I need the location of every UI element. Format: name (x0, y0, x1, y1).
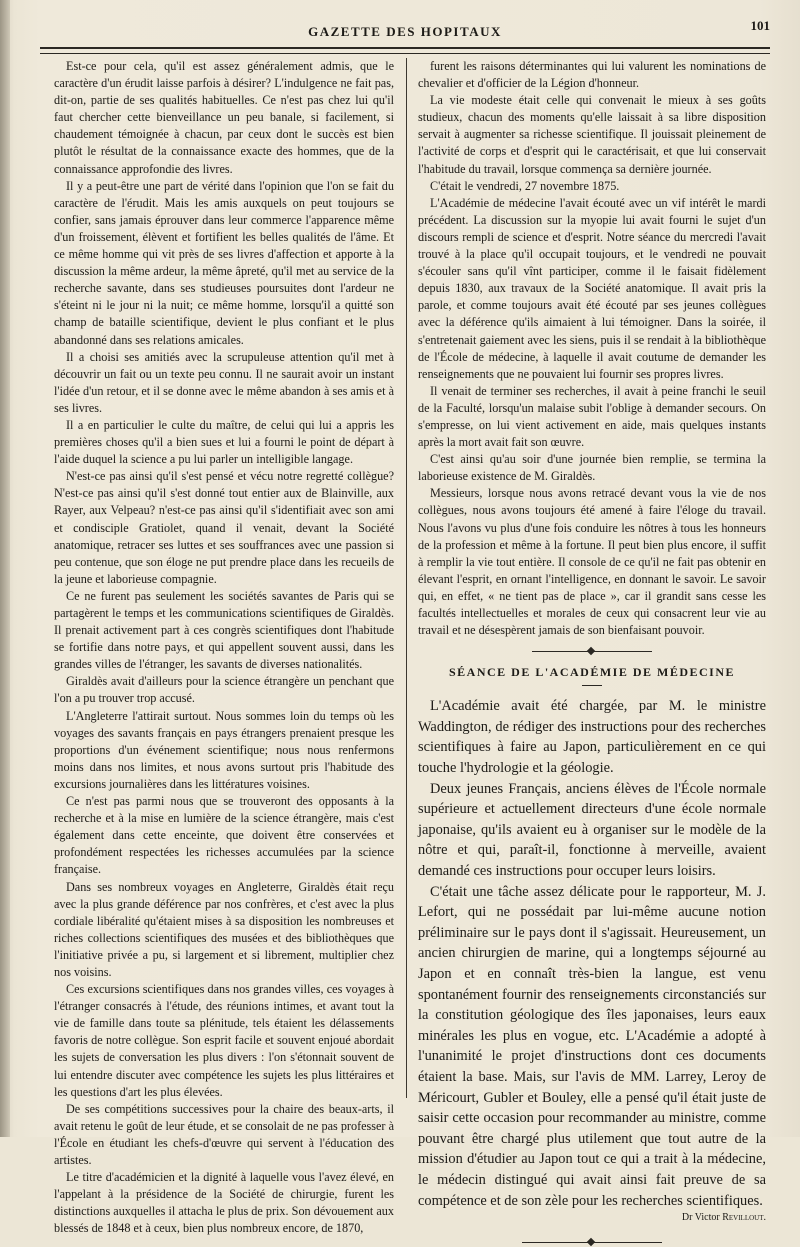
paragraph: L'Académie de médecine l'avait écouté avec un vif intérêt le mardi précédent. La discussion sur la myopie lui avait fourni le sujet d'un discours rempli de science et d'esprit. Notre séance du mercredi l'avait trouvé à la place qu'il occupait toujours, et le vendredi ne pouvait s'écouler sans qu'il vînt participer, comme il le faisait fidèlement depuis 1830, aux travaux de la Société anatomique. Il avait pris la parole, et comme toujours avait été écouté par ses jeunes collègues avec la déférence qu'ils aimaient à lui témoigner. Dans la soirée, il s'entretenait gaiement avec les siens, puis il se rendait à la bibliothèque de l'École de médecine, à laquelle il avait coutume de demander les renseignements que ne pouvaient lui fournir ses propres livres. (418, 195, 766, 381)
paragraph: La vie modeste était celle qui convenait le mieux à ses goûts studieux, chacun des moments qu'elle laissait à sa libre disposition servait à augmenter sa richesse scientifique. Il jouissait pleinement de l'activité de corps et d'esprit qui le caractérisait, et que lui conservait l'habitude du travail, lorsque commença sa dernière journée. (418, 93, 766, 176)
right-column (418, 58, 766, 1247)
page-header (40, 18, 770, 46)
section-paragraph: C'était une tâche assez délicate pour le rapporteur, M. J. Lefort, qui ne possédait par lui-même aucune notion préliminaire sur le pays dont il s'agissait. Heureusement, un ancien chirurgien de marine, qui a longtemps séjourné au Japon et en connaît très-bien la langue, est venu spontanément fournir des renseignements circonstanciés sur la constitution géologique des îles japonaises, leurs eaux minérales les plus en vogue, etc. L'Académie a adopté à l'unanimité le projet d'instructions dont ces documents étaient la base. Mais, sur l'avis de MM. Larrey, Leroy de Méricourt, Gubler et Bouley, elle a pensé qu'il était juste de saisir cette occasion pour recommander au ministre, comme pouvant être chargé plus utilement que tout autre de la mission d'étudier au Japon tout ce qui a trait à la médecine, le médecin distingué qui avait ainsi fait preuve de sa compétence et de son zèle pour les recherches scientifiques. (418, 883, 766, 1209)
paragraph: De ses compétitions successives pour la chaire des beaux-arts, il avait retenu le goût de leur étude, et se consolait de ne pas professer à l'École en étudiant les chefs-d'œuvre qui servent à l'éducation des artistes. (54, 1101, 394, 1167)
signature-prefix: Dr Victor (681, 1212, 720, 1224)
paragraph: N'est-ce pas ainsi qu'il s'est pensé et vécu notre regretté collègue? N'est-ce pas ainsi qu'il s'est donné tout entier aux de Blainville, aux Rayer, aux Velpeau? n'est-ce pas ainsi qu'il s'identifiait avec son ami et condisciple Gratiolet, quand il venait, devant la Société anatomique, retracer ses luttes et ses souffrances avec une passion si peu contenue, que son éloge ne put prendre place dans les recueils de la jeune et laborieuse compagnie. (54, 469, 394, 586)
header-double-rule (40, 47, 770, 54)
end-separator (522, 1238, 662, 1247)
paragraph: C'était le vendredi, 27 novembre 1875. (430, 178, 620, 193)
paragraph: Il y a peut-être une part de vérité dans l'opinion que l'on se fait du caractère de l'érudit. Mais les amis auxquels on peut toujours se confier, sans jamais éprouver dans leur commerce l'apparence même d'un froissement, élèvent et fortifient les belles qualités de l'âme. Et ce même homme qui vit près de ses livres d'affection et apporte à la discussion la même ardeur, la même âpreté, qu'il met au service de la recherche savante, dans ses studieuses poursuites dont l'ardeur ne s'éteint ni le jour ni la nuit; ce même homme, lorsqu'il a quitté son champ de bataille scientifique, devient le plus confiant et le plus abandonné dans ses relations amicales. (54, 178, 394, 347)
section-heading: SÉANCE DE L'ACADÉMIE DE MÉDECINE (448, 665, 736, 680)
signature-name: Revillout. (722, 1212, 766, 1224)
paragraph: Dans ses nombreux voyages en Angleterre, Giraldès était reçu avec la plus grande déférence par nos confrères, et c'est avec la plus cordiale libéralité qu'étaient mises à sa disposition les nombreuses et riches collections scientifiques des musées et des bibliothèques que l'initiative privée a pu, si largement et si librement, multiplier chez nos voisins. (54, 879, 394, 979)
paragraph: Le titre d'académicien et la dignité à laquelle vous l'avez élevé, en l'appelant à la présidence de la Société de chirurgie, furent les distinctions auxquelles il attacha le plus de prix. Son dévouement aux blessés de 1848 et à ceux, bien plus nombreux encore, de 1870, (54, 1170, 394, 1236)
paragraph: Messieurs, lorsque nous avons retracé devant vous la vie de nos collègues, nous avons toujours été amené à faire l'éloge du travail. Nous l'avons vu plus d'une fois conduire les nôtres à tous les honneurs de la profession et même à la fortune. Il peut bien plus encore, il suffit à remplir la vie tout entière. Il console de ce qu'il ne fait pas obtenir en élevant l'esprit, en ornant l'intelligence, en donnant le savoir. Le savoir qui, en effet, « ne tient pas de place », car il grandit sans cesse les facultés intellectuelles et morales de ceux qui consacrent leur vie au travail et ne désespèrent jamais de son bienfaisant pouvoir. (418, 486, 766, 638)
paragraph: furent les raisons déterminantes qui lui valurent les nominations de chevalier et d'officier de la Légion d'honneur. (418, 59, 766, 91)
column-divider (406, 58, 407, 1098)
paragraph: C'est ainsi qu'au soir d'une journée bien remplie, se termina la laborieuse existence de M. Giraldès. (418, 452, 766, 484)
section-paragraph: Deux jeunes Français, anciens élèves de l'École normale supérieure et actuellement directeurs d'une école normale japonaise, qu'ils avaient eu à organiser sur le modèle de la nôtre et qui, paraît-il, fonctionne à merveille, avaient demandé ces instructions pour occuper leurs loisirs. (418, 780, 766, 880)
heading-rule (582, 685, 602, 686)
paragraph: Il a en particulier le culte du maître, de celui qui lui a appris les premières choses qu'il a bien sues et lui a fourni le point de départ à l'aide duquel la science a pu lui parler un intelligible langage. (54, 417, 394, 467)
page-spine-shadow (0, 0, 10, 1137)
paragraph: Il venait de terminer ses recherches, il avait à peine franchi le seuil de la Faculté, lorsqu'un malaise subit l'oblige à demander secours. On s'empresse, on lui vient activement en aide, mais quelques instants après la mort avait fait son œuvre. (418, 383, 766, 450)
page-number: 101 (750, 18, 770, 33)
paragraph: Ces excursions scientifiques dans nos grandes villes, ces voyages à l'étranger consacrés à l'étude, des réunions intimes, et avant tout la vie de famille dans toute sa plénitude, tels étaient les délassements favoris de notre collègue. Son esprit facile et souvent enjoué abordait les sujets de conversation les plus divers : l'on s'étonnait souvent de lui entendre discuter avec compétence les sujets les plus littéraires et les questions d'art les plus élevées. (54, 982, 394, 1099)
publication-title: GAZETTE DES HOPITAUX (308, 24, 502, 39)
section-paragraph: L'Académie avait été chargée, par M. le ministre Waddington, de rédiger des instructions pour des recherches scientifiques à faire au Japon, particulièrement en ce qui touche l'hydrologie et la géologie. (418, 698, 766, 777)
paragraph: Ce n'est pas parmi nous que se trouveront des opposants à la recherche et à la mise en lumière de la science étrangère, mais c'est également dans cette enceinte, que doivent être conservées et profondément respectées les richesses accumulées par la science française. (54, 794, 394, 877)
paragraph: L'Angleterre l'attirait surtout. Nous sommes loin du temps où les voyages des savants français en pays étrangers prenaient presque les proportions d'un événement scientifique; nous nous renfermons moins dans nos limites, et nous avons surtout pris l'habitude des excursions journalières dans les littératures voisines. (54, 708, 394, 791)
paragraph: Il a choisi ses amitiés avec la scrupuleuse attention qu'il met à découvrir un fait ou un texte peu connu. Il ne saurait avoir un instant l'idée d'un retour, et il se donne avec le même abandon à ses amis et à ses livres. (54, 349, 394, 415)
left-column (54, 58, 394, 1237)
paragraph: Est-ce pour cela, qu'il est assez généralement admis, que le caractère d'un érudit laisse parfois à désirer? L'indulgence ne fait pas, dit-on, partie de ses qualités habituelles. Ce n'est pas chez lui qu'il faut chercher cette bienveillance un peu banale, si facilement, si chaudement témoignée à chacun, par ceux dont le succès est bien plutôt le résultat de la connaissance exacte des hommes, que de la connaissance approfondie des livres. (54, 59, 394, 176)
paragraph: Ce ne furent pas seulement les sociétés savantes de Paris qui se partagèrent le temps et les communications scientifiques de Giraldès. Il prenait activement part à ces congrès scientifiques dont l'habitude se fortifie dans notre pays, et qui appellent souvent aussi, dans les grandes villes de l'étranger, les savants de diverses nationalités. (54, 588, 394, 672)
author-signature (418, 1209, 766, 1226)
section-separator (532, 647, 652, 656)
paragraph: Giraldès avait d'ailleurs pour la science étrangère un penchant que l'on a pu trouver trop accusé. (54, 674, 394, 706)
